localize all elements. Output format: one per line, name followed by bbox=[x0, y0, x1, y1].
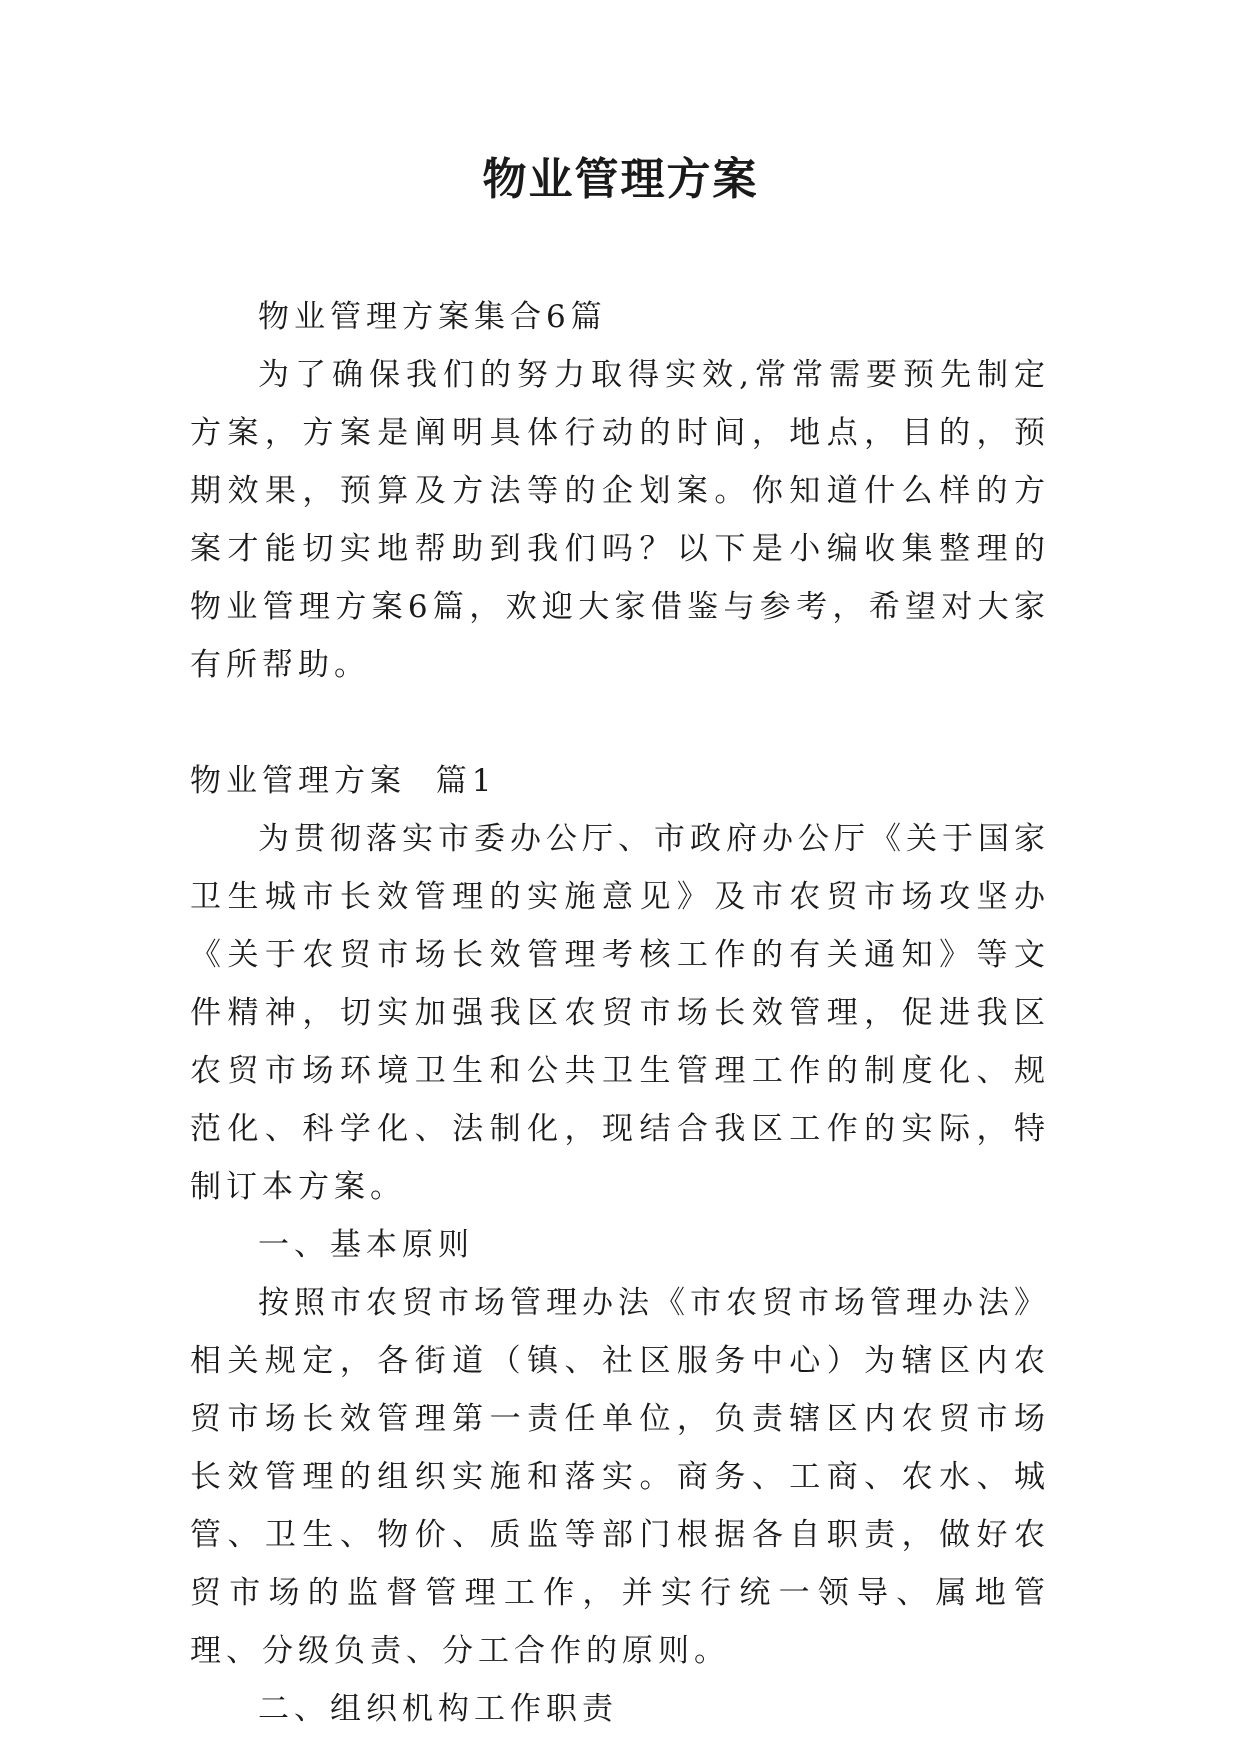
document-title: 物业管理方案 bbox=[482, 154, 759, 205]
section-heading: 物业管理方案 篇1 bbox=[190, 763, 497, 799]
organization-heading: 二、组织机构工作职责 bbox=[258, 1691, 618, 1727]
principle-heading: 一、基本原则 bbox=[258, 1227, 474, 1263]
document-subtitle: 物业管理方案集合6篇 bbox=[258, 299, 607, 335]
body-paragraph: 为贯彻落实市委办公厅、市政府办公厅《关于国家卫生城市长效管理的实施意见》及市农贸市场攻坚办《关于农贸市场长效管理考核工作的有关通知》等文件精神，切实加强我区农贸市场长效管理，促进我区农贸市场环境卫生和公共卫生管理工作的制度化、规范化、科学化、法制化，现结合我区工作的实际，特制订本方案。 bbox=[190, 821, 1050, 1205]
body-paragraph: 按照市农贸市场管理办法《市农贸市场管理办法》相关规定，各街道（镇、社区服务中心）为辖区内农贸市场长效管理第一责任单位，负责辖区内农贸市场长效管理的组织实施和落实。商务、工商、农水、城管、卫生、物价、质监等部门根据各自职责，做好农贸市场的监督管理工作，并实行统一领导、属地管理、分级负责、分工合作的原则。 bbox=[190, 1285, 1050, 1669]
intro-paragraph: 为了确保我们的努力取得实效,常常需要预先制定方案，方案是阐明具体行动的时间，地点，目的，预期效果，预算及方法等的企划案。你知道什么样的方案才能切实地帮助到我们吗？以下是小编收集整理的物业管理方案6篇，欢迎大家借鉴与参考，希望对大家有所帮助。 bbox=[190, 357, 1050, 683]
document-body bbox=[190, 288, 1050, 1738]
